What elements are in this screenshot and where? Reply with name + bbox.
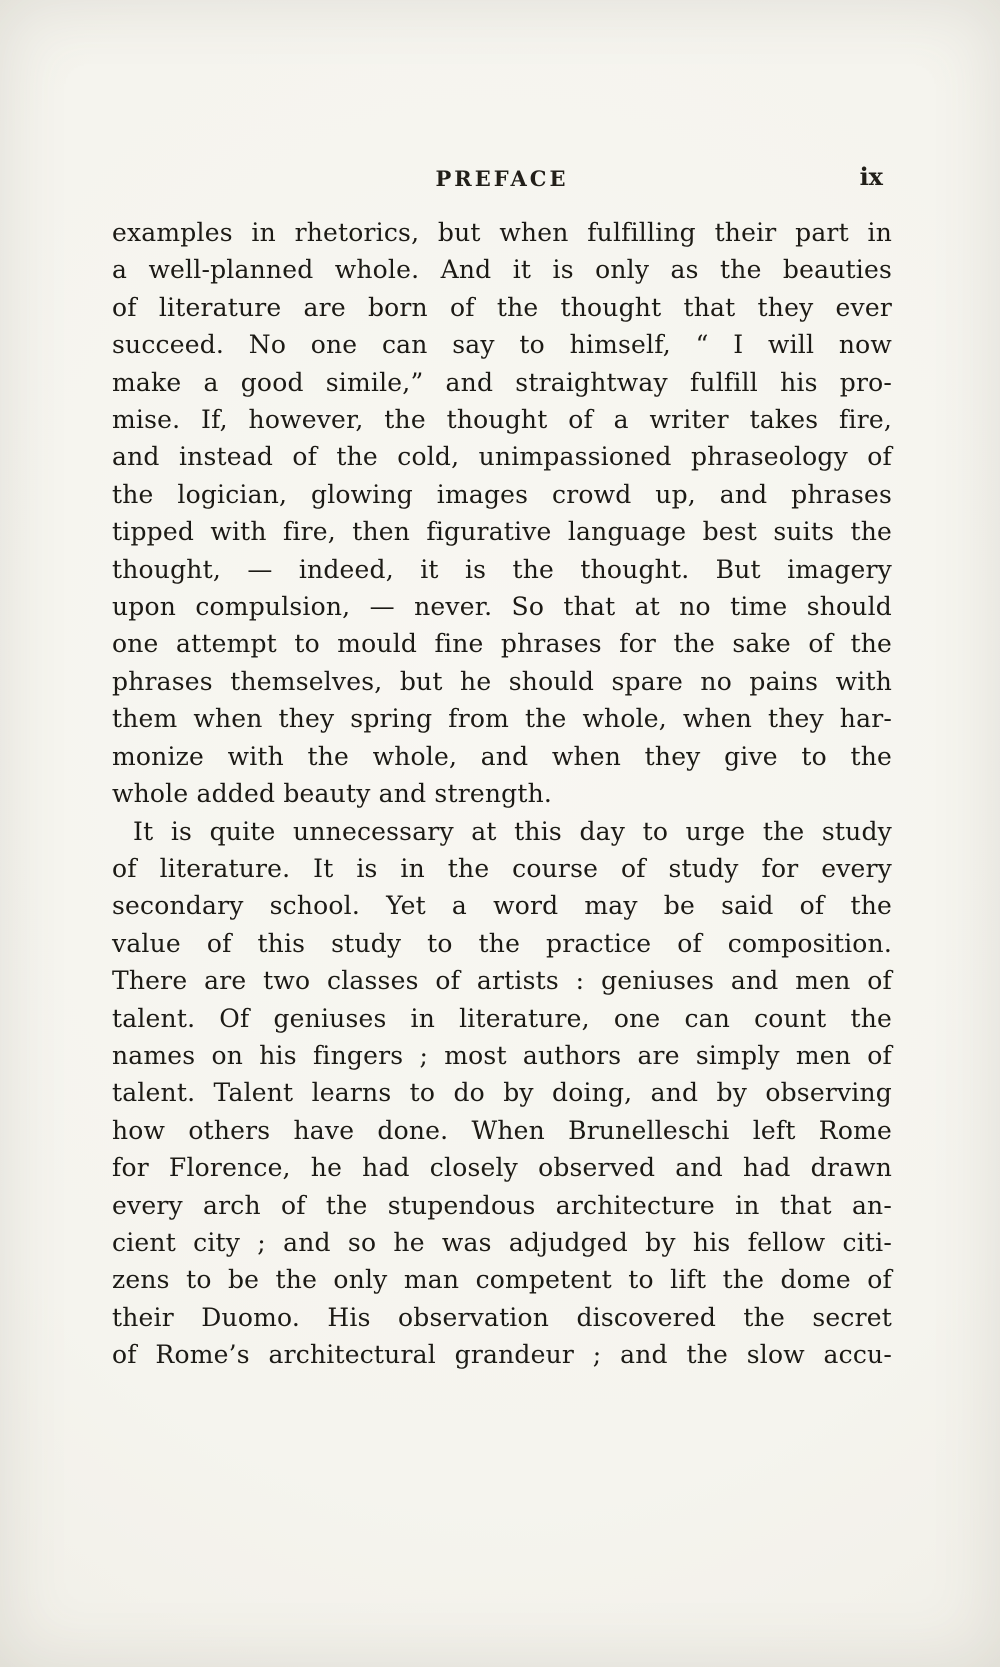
text-line: of literature are born of the thought that they ever (112, 292, 892, 322)
text-line: them when they spring from the whole, when they har- (112, 704, 892, 734)
page-header (113, 162, 891, 206)
text-line: every arch of the stupendous architecture in that an- (112, 1190, 892, 1220)
text-line: upon compulsion, — never. So that at no time should (112, 592, 892, 622)
text-line: whole added beauty and strength. (112, 779, 553, 809)
text-line: succeed. No one can say to himself, “ I will now (112, 330, 892, 360)
paragraph (112, 214, 892, 813)
text-line: one attempt to mould fine phrases for the sake of the (112, 629, 892, 659)
text-line: how others have done. When Brunelleschi left Rome (112, 1115, 892, 1145)
text-line: mise. If, however, the thought of a writer takes fire, (112, 405, 892, 435)
text-line: value of this study to the practice of composition. (112, 928, 892, 958)
text-line: tipped with fire, then figurative language best suits the (112, 517, 892, 547)
text-block (112, 214, 892, 1374)
text-line: talent. Of geniuses in literature, one can count the (112, 1003, 892, 1033)
paragraph (112, 813, 892, 1374)
running-title: PREFACE (435, 166, 569, 191)
text-line: for Florence, he had closely observed and had drawn (112, 1153, 892, 1183)
page-number: ix (859, 162, 883, 191)
text-line: talent. Talent learns to do by doing, and by observing (112, 1078, 892, 1108)
text-line: cient city ; and so he was adjudged by his fellow citi- (112, 1227, 892, 1257)
text-line: the logician, glowing images crowd up, and phrases (112, 479, 892, 509)
text-line: examples in rhetorics, but when fulfilling their part in (112, 218, 892, 247)
text-line: secondary school. Yet a word may be said of the (112, 891, 892, 921)
text-line: make a good simile,” and straightway fulfill his pro- (112, 367, 892, 397)
text-line: monize with the whole, and when they give to the (112, 741, 892, 771)
text-line: of literature. It is in the course of study for every (112, 853, 892, 883)
text-line: of Rome’s architectural grandeur ; and the slow accu- (112, 1340, 892, 1370)
text-line: There are two classes of artists : geniuses and men of (112, 966, 892, 996)
text-line: It is quite unnecessary at this day to urge the study (133, 816, 892, 846)
text-line: zens to be the only man competent to lift the dome of (112, 1265, 892, 1295)
text-line: names on his fingers ; most authors are simply men of (112, 1040, 892, 1070)
text-line: a well-planned whole. And it is only as the beauties (112, 255, 892, 285)
text-line: thought, — indeed, it is the thought. But imagery (112, 554, 892, 584)
text-line: phrases themselves, but he should spare no pains with (112, 666, 892, 696)
text-line: and instead of the cold, unimpassioned phraseology of (112, 442, 892, 472)
text-line: their Duomo. His observation discovered the secret (112, 1302, 892, 1332)
